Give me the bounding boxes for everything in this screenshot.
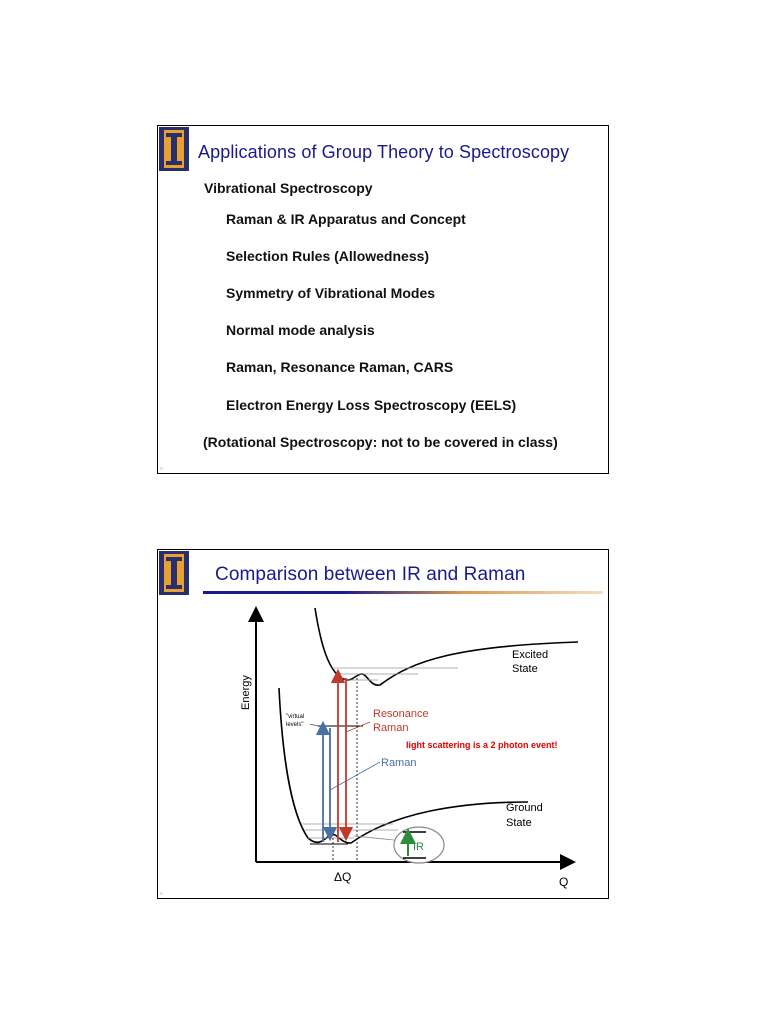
resonance-raman-label-line1: Resonance xyxy=(373,708,429,720)
slide-title: Comparison between IR and Raman xyxy=(215,564,526,585)
scattering-note: light scattering is a 2 photon event! xyxy=(406,740,558,750)
x-axis-label: Q xyxy=(559,875,569,889)
virtual-levels-label-line2: levels" xyxy=(286,722,304,728)
list-item: Raman, Resonance Raman, CARS xyxy=(226,359,454,375)
ir-label: IR xyxy=(413,841,424,853)
y-axis-label: Energy xyxy=(240,675,252,710)
virtual-levels-label-line1: "virtual xyxy=(286,714,305,720)
list-item: Normal mode analysis xyxy=(226,322,375,338)
list-item: Symmetry of Vibrational Modes xyxy=(226,285,436,301)
energy-diagram xyxy=(158,550,608,898)
ground-state-label-line2: State xyxy=(506,817,532,829)
list-item: Electron Energy Loss Spectroscopy (EELS) xyxy=(226,397,517,413)
resonance-raman-label-line2: Raman xyxy=(373,722,409,734)
slide-comparison xyxy=(157,549,609,899)
copyright-mark: © xyxy=(160,891,163,896)
list-item: Selection Rules (Allowedness) xyxy=(226,248,430,264)
list-item: Raman & IR Apparatus and Concept xyxy=(226,211,466,227)
delta-q-label: ΔQ xyxy=(334,870,352,884)
section-heading: Vibrational Spectroscopy xyxy=(204,180,373,196)
excited-state-label-line1: Excited xyxy=(512,649,549,661)
ground-state-label-line1: Ground xyxy=(506,802,543,814)
footer-note: (Rotational Spectroscopy: not to be covered in class) xyxy=(203,434,558,450)
slide-title: Applications of Group Theory to Spectroscopy xyxy=(198,142,570,162)
bullet-list xyxy=(158,126,608,473)
raman-label: Raman xyxy=(381,757,417,769)
excited-state-label-line2: State xyxy=(512,663,538,675)
copyright-mark: © xyxy=(160,466,163,471)
slide-applications xyxy=(157,125,609,474)
